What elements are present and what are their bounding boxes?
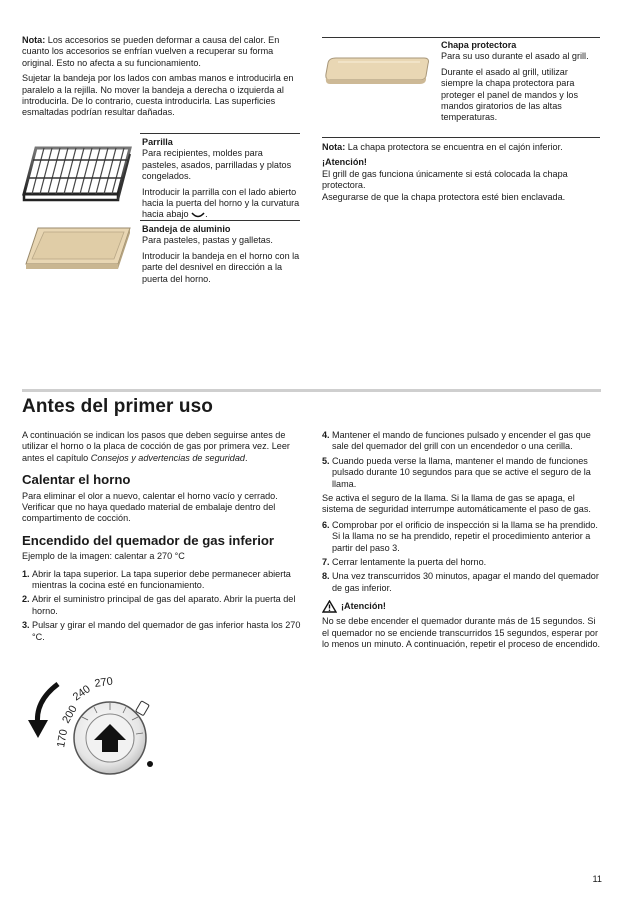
gas-knob-dial-image [22, 668, 172, 778]
divider-bandeja [140, 220, 300, 221]
divider-right-notes [322, 137, 600, 138]
intro-notes [22, 35, 300, 123]
bandeja-block [142, 224, 300, 285]
list-item: 4. Mantener el mando de funciones pulsado y encender el gas que sale del quemador del grill con un encendedor o una cerilla. [322, 430, 591, 452]
safety-info-text: Se activa el seguro de la llama. Si la llama de gas se apaga, el sistema de seguridad interrumpe automáticamente el paso de gas. [322, 493, 591, 515]
tray-handling-text: Sujetar la bandeja por los lados con ambas manos e introducirla en paralelo a la rejilla. No mover la bandeja a derecha o izquierda al introducirla. De lo contrario, cuesta introducirla. Las superficies esmaltadas podrían resultar dañadas. [22, 73, 294, 118]
note-deformation: Nota: Los accesorios se pueden deformar a causa del calor. En cuanto los accesorios se enfrían vuelven a recuperar su forma original. Esto no afecta a su funcionamiento. [22, 35, 280, 68]
warning-text: No se debe encender el quemador durante más de 15 segundos. Si el quemador no se enciende transcurridos 15 segundos, esperar por lo menos un minuto. A continuación, repetir el proceso de encendido. [322, 616, 601, 650]
bandeja-desc: Para pasteles, pastas y galletas. [142, 235, 273, 246]
list-item: 8. Una vez transcurridos 30 minutos, apagar el mando del quemador de gas inferior. [322, 571, 599, 593]
calentar-text: Para eliminar el olor a nuevo, calentar el horno vacío y cerrado. Verificar que no haya quedado material de embalaje dentro del compartimento de cocción. [22, 490, 278, 524]
attention-title: ¡Atención! [322, 157, 367, 168]
dial-label: 270 [93, 675, 114, 690]
page-number: 11 [592, 874, 602, 884]
dial-label: 200 [60, 703, 80, 726]
warning-triangle-icon [322, 600, 337, 613]
chapa-title: Chapa protectora [441, 40, 517, 50]
lower-left-column [22, 430, 302, 646]
list-item: 1. Abrir la tapa superior. La tapa superior debe permanecer abierta mientras la cocina esté en funcionamiento. [22, 568, 291, 591]
list-item: 7. Cerrar lentamente la puerta del horno. [322, 557, 487, 568]
chapa-block [441, 40, 599, 124]
right-notes [322, 142, 600, 203]
parrilla-desc: Para recipientes, moldes para pasteles, asados, parrilladas y platos congelados. [142, 148, 292, 182]
dial-label: 170 [55, 728, 71, 749]
parrilla-instr: Introducir la parrilla con el lado abierto hacia la puerta del horno y la curvatura hacia abajo . [142, 186, 300, 220]
note-cajon: Nota: La chapa protectora se encuentra en el cajón inferior. [322, 142, 563, 152]
list-item: 5. Cuando pueda verse la llama, mantener el mando de funciones pulsado durante 10 segundos para que se active el seguro de la llama. [322, 455, 591, 489]
section-title: Antes del primer uso [22, 396, 213, 417]
wire-rack-image [22, 138, 134, 210]
curve-down-icon [191, 212, 205, 218]
parrilla-title: Parrilla [142, 137, 173, 147]
chapa-instr: Durante el asado al grill, utilizar siempre la chapa protectora para proteger el panel de mandos y los mandos giratorios de las altas temperaturas. [441, 66, 578, 123]
attention-text-2: Asegurarse de que la chapa protectora esté bien enclavada. [322, 191, 566, 202]
example-text: Ejemplo de la imagen: calentar a 270 °C [22, 551, 185, 562]
list-item: 2. Abrir el suministro principal de gas del aparato. Abrir la puerta del horno. [22, 594, 296, 616]
dial-label: 240 [70, 683, 93, 704]
section-bar [22, 389, 601, 392]
divider-parrilla [140, 133, 300, 134]
calentar-heading: Calentar el horno [22, 472, 131, 488]
protective-plate-image [322, 48, 434, 88]
parrilla-block [142, 137, 300, 221]
list-item: 3. Pulsar y girar el mando del quemador de gas inferior hasta los 270 °C. [22, 620, 301, 642]
aluminium-tray-image [22, 222, 134, 274]
attention-text-1: El grill de gas funciona únicamente si está colocada la chapa protectora. [322, 168, 568, 191]
bandeja-title: Bandeja de aluminio [142, 224, 231, 234]
list-item: 6. Comprobar por el orificio de inspección si la llama se ha prendido. Si la llama no se ha prendido, repetir el procedimiento anterior a partir del paso 3. [322, 519, 598, 553]
divider-chapa [322, 37, 600, 38]
warning-heading: ¡Atención! [322, 600, 602, 613]
lower-right-column [322, 430, 602, 651]
encendido-heading: Encendido del quemador de gas inferior [22, 532, 275, 548]
section-intro: A continuación se indican los pasos que deben seguirse antes de utilizar el horno o la placa de cocción de gas por primera vez. Leer antes el capítulo Consejos y advertencias de seguridad. [22, 430, 290, 463]
bandeja-instr: Introducir la bandeja en el horno con la parte del desnivel en dirección a la puerta del horno. [142, 250, 300, 284]
chapa-desc: Para su uso durante el asado al grill. [441, 51, 589, 62]
